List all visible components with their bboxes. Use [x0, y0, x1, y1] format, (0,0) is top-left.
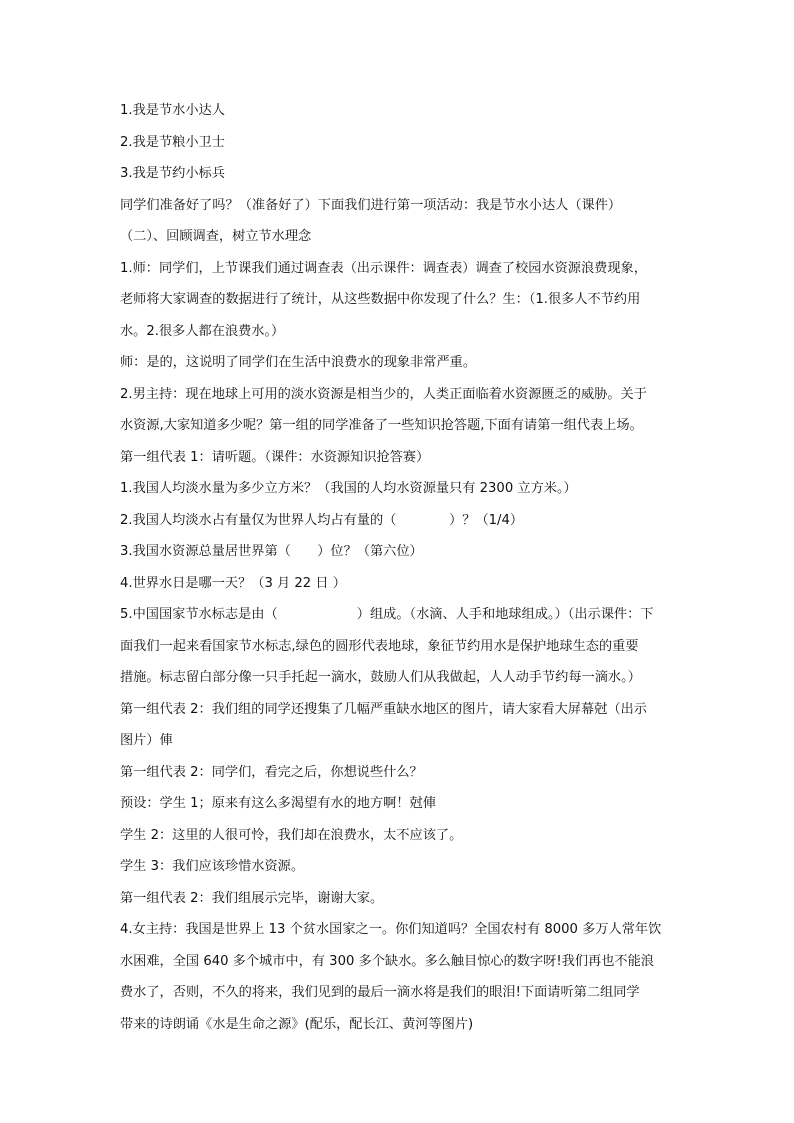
text-line: 第一组代表 2：我们组的同学还搜集了几幅严重缺水地区的图片，请大家看大屏幕尅（出示 — [120, 701, 647, 717]
text-line: 水。2.很多人都在浪费水。） — [120, 323, 285, 339]
text-line: 面我们一起来看国家节水标志,绿色的圆形代表地球，象征节约用水是保护地球生态的重要 — [120, 638, 639, 654]
text-line: 学生 3：我们应该珍惜水资源。 — [120, 859, 305, 874]
text-line: 水资源,大家知道多少呢？第一组的同学准备了一些知识抢答题,下面有请第一组代表上场。 — [120, 418, 643, 433]
text-line: 预设：学生 1；原来有这么多渴望有水的地方啊！尅俥 — [120, 796, 436, 811]
text-line: 学生 2：这里的人很可怜，我们却在浪费水，太不应该了。 — [120, 827, 463, 843]
text-line: 费水了，否则，不久的将来，我们见到的最后一滴水将是我们的眼泪!下面请听第二组同学 — [120, 985, 640, 1000]
text-line: 老师将大家调查的数据进行了统计，从这些数据中你发现了什么？生：（1.很多人不节约用 — [120, 292, 641, 307]
quiz-question: 5.中国国家节水标志是由（ ）组成。（水滴、人手和地球组成。）（出示课件：下 — [120, 607, 654, 622]
text-line: 2.男主持：现在地球上可用的淡水资源是相当少的，人类正面临着水资源匮乏的威胁。关于 — [120, 386, 647, 402]
text-line: 1.我是节水小达人 — [120, 103, 225, 118]
quiz-question: 2.我国人均淡水占有量仅为世界人均占有量的（ ）？（1/4） — [120, 512, 524, 528]
text-line: 措施。标志留白部分像一只手托起一滴水，鼓励人们从我做起，人人动手节约每一滴水。） — [120, 670, 641, 685]
text-line: 2.我是节粮小卫士 — [120, 134, 225, 150]
text-line: 3.我是节约小标兵 — [120, 166, 225, 181]
document-body — [120, 95, 686, 1040]
text-line: 第一组代表 2：我们组展示完毕，谢谢大家。 — [120, 890, 384, 906]
text-line: 第一组代表 2：同学们，看完之后，你想说些什么？ — [120, 764, 423, 780]
quiz-question: 3.我国水资源总量居世界第（ ）位？（第六位） — [120, 544, 423, 559]
text-line: 同学们准备好了吗？（准备好了）下面我们进行第一项活动：我是节水小达人（课件） — [120, 197, 622, 213]
text-line: 水困难，全国 640 多个城市中，有 300 多个缺水。多么触目惊心的数字呀!我们再也不能浪 — [120, 953, 654, 969]
text-line: 第一组代表 1：请听题。（课件：水资源知识抢答赛） — [120, 449, 430, 465]
text-line: 带来的诗朗诵《水是生命之源》(配乐，配长江、黄河等图片) — [120, 1016, 474, 1032]
text-line: 师：是的，这说明了同学们在生活中浪费水的现象非常严重。 — [120, 355, 477, 370]
quiz-question: 4.世界水日是哪一天？（3 月 22 日 ） — [120, 575, 346, 591]
section-heading: （二）、回顾调查，树立节水理念 — [120, 229, 312, 244]
text-line: 4.女主持：我国是世界上 13 个贫水国家之一。你们知道吗？全国农村有 8000 多万人常年饮 — [120, 922, 662, 937]
quiz-question: 1.我国人均淡水量为多少立方米？（我国的人均水资源量只有 2300 立方米。） — [120, 481, 577, 496]
text-line: 图片）俥 — [120, 733, 173, 748]
text-line: 1.师：同学们，上节课我们通过调查表（出示课件：调查表）调查了校园水资源浪费现象， — [120, 260, 647, 276]
